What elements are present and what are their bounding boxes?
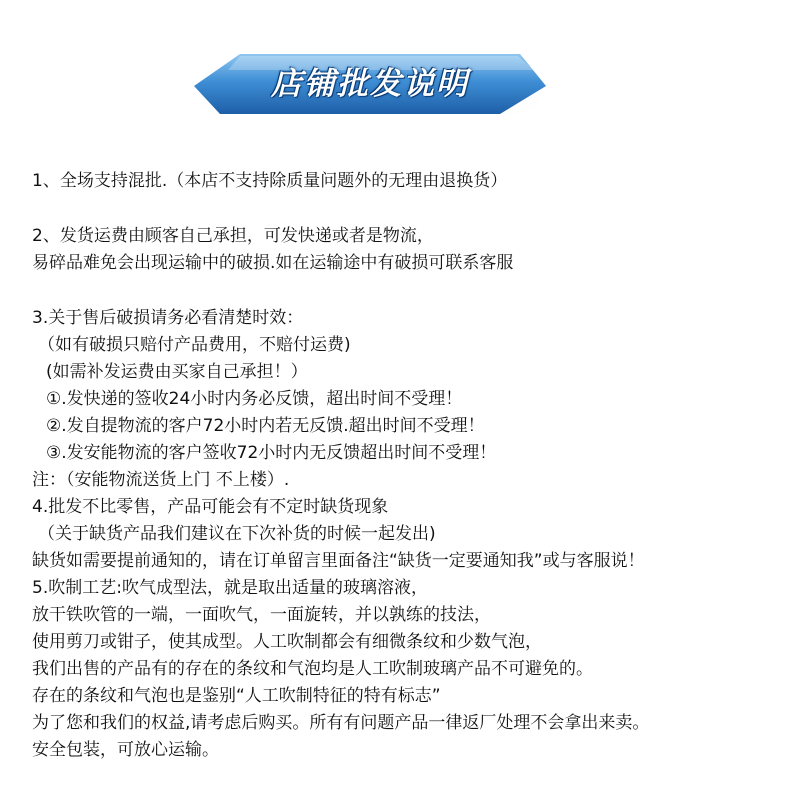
notice-line: ①.发快递的签收24小时内务必反馈，超出时间不受理！ <box>46 389 463 409</box>
notice-line: 存在的条纹和气泡也是鉴别“人工吹制特征的特有标志” <box>32 686 441 706</box>
notice-line: 5.吹制工艺:吹气成型法，就是取出适量的玻璃溶液， <box>32 578 428 598</box>
notice-line: 3.关于售后破损请务必看清楚时效： <box>32 308 304 328</box>
notice-line: 我们出售的产品有的存在的条纹和气泡均是人工吹制玻璃产品不可避免的。 <box>32 659 593 679</box>
wholesale-notice <box>32 168 792 764</box>
notice-line: 使用剪刀或钳子，使其成型。人工吹制都会有细微条纹和少数气泡， <box>32 632 542 652</box>
notice-line: 2、发货运费由顾客自己承担，可发快递或者是物流， <box>32 226 434 246</box>
notice-line: 为了您和我们的权益,请考虑后购买。所有有问题产品一律返厂处理不会拿出来卖。 <box>32 713 650 733</box>
notice-line: 缺货如需要提前通知的，请在订单留言里面备注“缺货一定要通知我”或与客服说！ <box>32 551 645 571</box>
banner-title: 店铺批发说明 <box>271 66 469 102</box>
notice-line: 1、全场支持混批.（本店不支持除质量问题外的无理由退换货） <box>32 171 508 191</box>
notice-line: （关于缺货产品我们建议在下次补货的时候一起发出) <box>38 524 436 544</box>
notice-line: 放干铁吹管的一端，一面吹气，一面旋转，并以孰练的技法， <box>32 605 491 625</box>
notice-line: 安全包装，可放心运输。 <box>32 740 219 760</box>
notice-line: ③.发安能物流的客户签收72小时内无反馈超出时间不受理！ <box>46 443 497 463</box>
notice-line: 易碎品难免会出现运输中的破损.如在运输途中有破损可联系客服 <box>32 253 514 273</box>
notice-line: (如需补发运费由买家自己承担！） <box>46 362 308 382</box>
notice-line: ②.发自提物流的客户72小时内若无反馈.超出时间不受理！ <box>46 416 485 436</box>
notice-line: 4.批发不比零售，产品可能会有不定时缺货现象 <box>32 497 389 517</box>
header-banner <box>180 44 560 122</box>
notice-line: 注：（安能物流送货上门 不上楼）. <box>32 470 290 490</box>
notice-line: （如有破损只赔付产品费用，不赔付运费) <box>38 335 351 355</box>
